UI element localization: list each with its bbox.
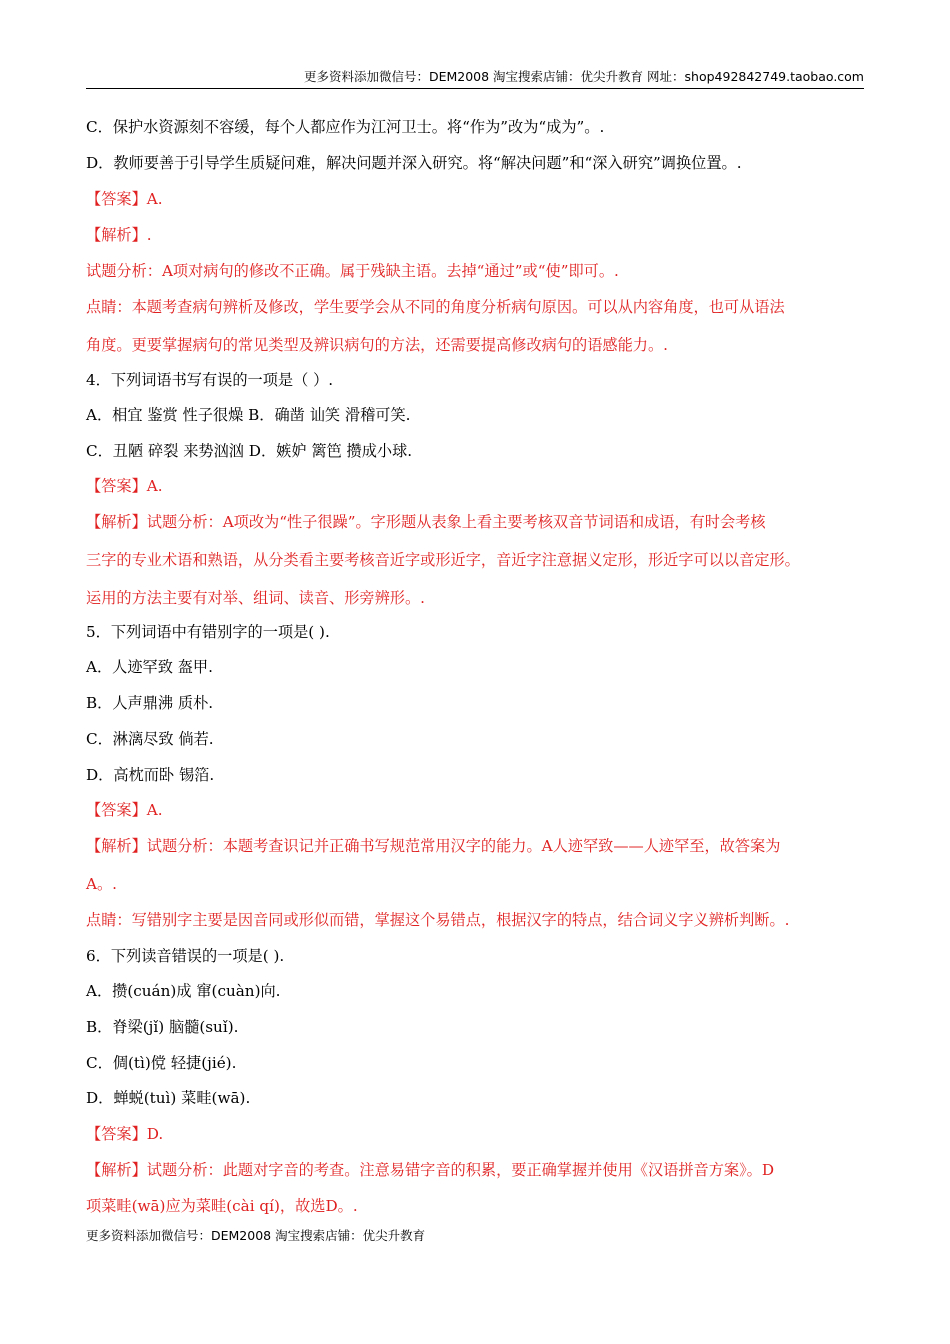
q4-analysis-1: 【解析】试题分析：A项改为“性子很躁”。字形题从表象上看主要考核双音节词语和成语，有时会考核 bbox=[86, 513, 766, 531]
answer-value: A. bbox=[146, 190, 163, 208]
analysis-value: . bbox=[146, 226, 152, 244]
answer-value: D. bbox=[146, 1125, 164, 1143]
q5-tip: 点睛：写错别字主要是因音同或形似而错，掌握这个易错点，根据汉字的特点，结合词义字义辨析判断。. bbox=[86, 911, 790, 929]
q5-option-a: A．人迹罕致 盔甲. bbox=[86, 658, 213, 676]
q5-analysis-2: A。. bbox=[86, 875, 117, 893]
q5-analysis-1: 【解析】试题分析：本题考查识记并正确书写规范常用汉字的能力。A人迹罕致——人迹罕至，故答案为 bbox=[86, 837, 781, 855]
page-header: 更多资料添加微信号：DEM2008 淘宝搜索店铺：优尖升教育 网址：shop492842749.taobao.com bbox=[86, 68, 864, 89]
page-footer: 更多资料添加微信号：DEM2008 淘宝搜索店铺：优尖升教育 bbox=[86, 1228, 426, 1243]
option-c-text: C．保护水资源刻不容缓，每个人都应作为江河卫士。将“作为”改为“成为”。. bbox=[86, 118, 605, 136]
q4-answer-line bbox=[86, 475, 870, 497]
q6-answer-line bbox=[86, 1123, 870, 1145]
question-4: 4．下列词语书写有误的一项是（ ）. bbox=[86, 371, 334, 389]
tip-text-1: 点睛：本题考查病句辨析及修改，学生要学会从不同的角度分析病句原因。可以从内容角度，也可从语法 bbox=[86, 298, 785, 316]
question-6: 6．下列读音错误的一项是( ). bbox=[86, 947, 285, 965]
q4-analysis-3: 运用的方法主要有对举、组词、读音、形旁辨形。. bbox=[86, 589, 425, 607]
q4-options-cd: C．丑陋 碎裂 来势汹汹 D．嫉妒 篱笆 攒成小球. bbox=[86, 442, 413, 460]
answer-value: A. bbox=[146, 801, 163, 819]
q4-analysis-2: 三字的专业术语和熟语，从分类看主要考核音近字或形近字，音近字注意据义定形，形近字可以以音定形。 bbox=[86, 551, 800, 569]
q5-option-c: C．淋漓尽致 倘若. bbox=[86, 730, 214, 748]
q6-analysis-2: 项菜畦(wā)应为菜畦(cài qí)，故选D。. bbox=[86, 1197, 358, 1215]
answer-label: 【答案】 bbox=[86, 1125, 147, 1143]
analysis-text: 试题分析：A项对病句的修改不正确。属于残缺主语。去掉“通过”或“使”即可。. bbox=[86, 262, 619, 280]
q6-option-a: A．攒(cuán)成 窜(cuàn)向. bbox=[86, 982, 281, 1000]
tip-text-2: 角度。更要掌握病句的常见类型及辨识病句的方法，还需要提高修改病句的语感能力。. bbox=[86, 336, 668, 354]
q4-options-ab: A．相宜 鉴赏 性子很燥 B．确凿 讪笑 滑稽可笑. bbox=[86, 406, 411, 424]
q6-option-b: B．脊梁(jǐ) 脑髓(suǐ). bbox=[86, 1018, 239, 1036]
analysis-line bbox=[86, 224, 870, 246]
question-5: 5．下列词语中有错别字的一项是( ). bbox=[86, 623, 330, 641]
answer-label: 【答案】 bbox=[86, 801, 147, 819]
q5-option-b: B．人声鼎沸 质朴. bbox=[86, 694, 214, 712]
option-d-text: D．教师要善于引导学生质疑问难，解决问题并深入研究。将“解决问题”和“深入研究”调换位置。. bbox=[86, 154, 742, 172]
analysis-label: 【解析】 bbox=[86, 226, 147, 244]
q5-option-d: D．高枕而卧 锡箔. bbox=[86, 766, 215, 784]
q6-analysis-1: 【解析】试题分析：此题对字音的考查。注意易错字音的积累，要正确掌握并使用《汉语拼音方案》。D bbox=[86, 1161, 775, 1179]
answer-label: 【答案】 bbox=[86, 477, 147, 495]
q5-answer-line bbox=[86, 799, 870, 821]
answer-line bbox=[86, 188, 870, 210]
answer-value: A. bbox=[146, 477, 163, 495]
answer-label: 【答案】 bbox=[86, 190, 147, 208]
q6-option-d: D．蝉蜕(tuì) 菜畦(wā). bbox=[86, 1089, 251, 1107]
q6-option-c: C．倜(tì)傥 轻捷(jié). bbox=[86, 1054, 237, 1072]
